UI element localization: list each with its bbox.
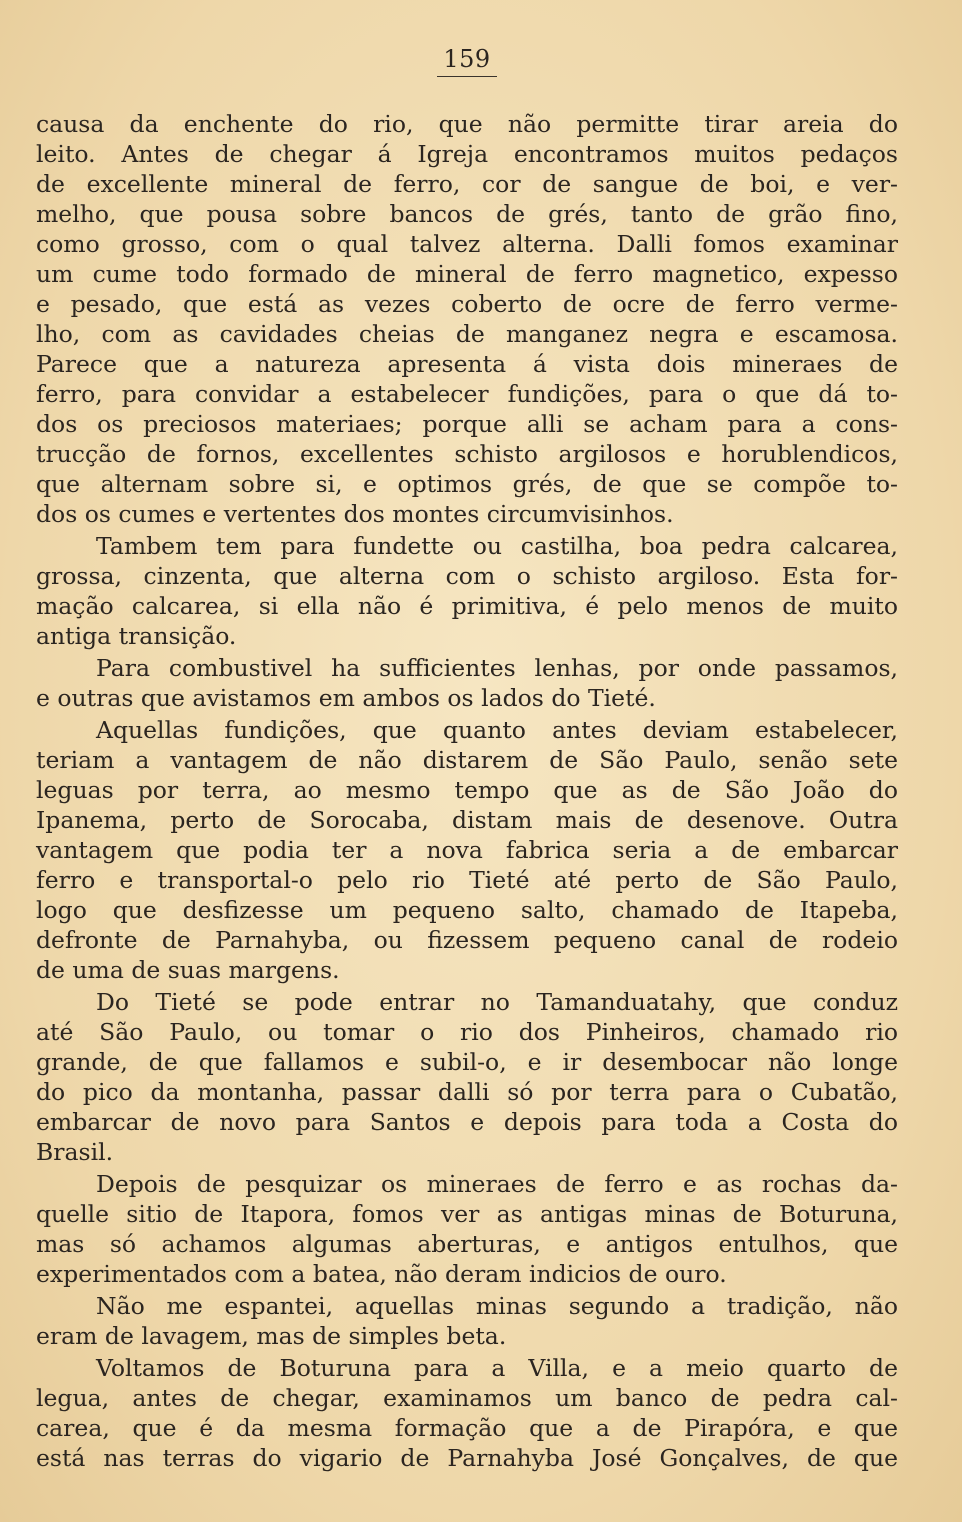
text-line: e pesado, que está as vezes coberto de ocre de ferro verme- [36,290,898,318]
text-line: ferro, para convidar a estabelecer fundições, para o que dá to- [36,380,898,408]
text-line: Brasil. [36,1138,114,1166]
text-line: vantagem que podia ter a nova fabrica seria a de embarcar [36,836,898,864]
text-line: que alternam sobre si, e optimos grés, de que se compõe to- [36,470,898,498]
text-line: Tambem tem para fundette ou castilha, boa pedra calcarea, [96,532,898,560]
text-line: ferro e transportal-o pelo rio Tieté até perto de São Paulo, [36,866,898,894]
text-line: de uma de suas margens. [36,956,340,984]
text-line: lho, com as cavidades cheias de manganez negra e escamosa. [36,320,898,348]
text-line: Parece que a natureza apresenta á vista dois mineraes de [36,350,898,378]
text-line: Para combustivel ha sufficientes lenhas, por onde passamos, [96,654,898,682]
text-line: embarcar de novo para Santos e depois para toda a Costa do [36,1108,898,1136]
body-text [36,109,898,1473]
paragraph [36,531,898,651]
paragraph [36,1169,898,1289]
text-line: mação calcarea, si ella não é primitiva, é pelo menos de muito [36,592,898,620]
text-line: antiga transição. [36,622,237,650]
page-number-text: 159 [437,44,496,77]
text-line: grossa, cinzenta, que alterna com o schisto argiloso. Esta for- [36,562,898,590]
text-line: está nas terras do vigario de Parnahyba José Gonçalves, de que [36,1444,898,1472]
text-line: Do Tieté se pode entrar no Tamanduatahy, que conduz [96,988,898,1016]
text-line: eram de lavagem, mas de simples beta. [36,1322,507,1350]
text-line: quelle sitio de Itapora, fomos ver as antigas minas de Boturuna, [36,1200,898,1228]
text-line: logo que desfizesse um pequeno salto, chamado de Itapeba, [36,896,898,924]
text-line: um cume todo formado de mineral de ferro magnetico, expesso [36,260,898,288]
text-line: do pico da montanha, passar dalli só por terra para o Cubatão, [36,1078,898,1106]
page-number [36,44,898,77]
paragraph [36,653,898,713]
paragraph [36,1353,898,1473]
text-line: carea, que é da mesma formação que a de Pirapóra, e que [36,1414,898,1442]
text-line: de excellente mineral de ferro, cor de sangue de boi, e ver- [36,170,898,198]
text-line: defronte de Parnahyba, ou fizessem pequeno canal de rodeio [36,926,898,954]
text-line: trucção de fornos, excellentes schisto argilosos e horublendicos, [36,440,898,468]
text-line: teriam a vantagem de não distarem de São Paulo, senão sete [36,746,898,774]
text-line: dos os preciosos materiaes; porque alli se acham para a cons- [36,410,898,438]
text-line: Depois de pesquizar os mineraes de ferro e as rochas da- [96,1170,898,1198]
text-line: até São Paulo, ou tomar o rio dos Pinheiros, chamado rio [36,1018,898,1046]
text-line: dos os cumes e vertentes dos montes circumvisinhos. [36,500,674,528]
text-line: Aquellas fundições, que quanto antes deviam estabelecer, [96,716,898,744]
text-line: e outras que avistamos em ambos os lados do Tieté. [36,684,656,712]
text-line: Ipanema, perto de Sorocaba, distam mais de desenove. Outra [36,806,898,834]
paragraph [36,109,898,529]
text-line: experimentados com a batea, não deram indicios de ouro. [36,1260,727,1288]
text-line: mas só achamos algumas aberturas, e antigos entulhos, que [36,1230,898,1258]
text-line: grande, de que fallamos e subil-o, e ir desembocar não longe [36,1048,898,1076]
paragraph [36,1291,898,1351]
text-line: legua, antes de chegar, examinamos um banco de pedra cal- [36,1384,898,1412]
paragraph [36,715,898,985]
text-line: leito. Antes de chegar á Igreja encontramos muitos pedaços [36,140,898,168]
paragraph [36,987,898,1167]
text-line: causa da enchente do rio, que não permitte tirar areia do [36,110,898,138]
text-line: como grosso, com o qual talvez alterna. Dalli fomos examinar [36,230,898,258]
book-page [36,44,898,1475]
text-line: Não me espantei, aquellas minas segundo a tradição, não [96,1292,898,1320]
text-line: leguas por terra, ao mesmo tempo que as de São João do [36,776,898,804]
text-line: Voltamos de Boturuna para a Villa, e a meio quarto de [96,1354,898,1382]
text-line: melho, que pousa sobre bancos de grés, tanto de grão fino, [36,200,898,228]
